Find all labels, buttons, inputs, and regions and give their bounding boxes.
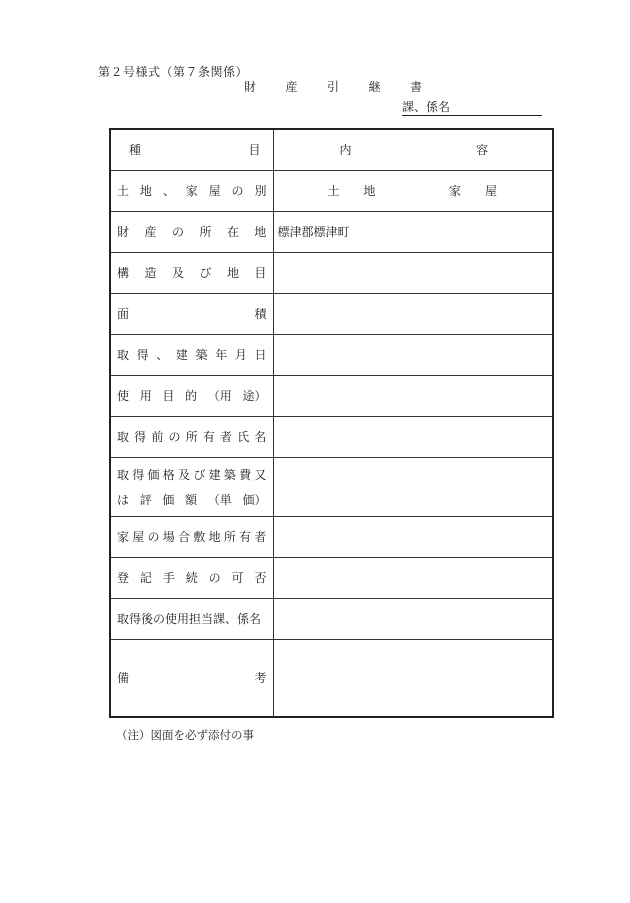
label-char: 者 — [254, 530, 267, 544]
label-char: 的 — [185, 389, 198, 403]
label-char: 氏 — [237, 430, 250, 444]
label-char: 考 — [254, 671, 267, 686]
label-char: 使 — [117, 389, 130, 403]
label-char: 合 — [178, 530, 191, 544]
title-char: 書 — [409, 80, 422, 94]
label-char: 所 — [185, 430, 198, 444]
label-char: 土 — [117, 184, 130, 198]
acquisition-date-value — [273, 334, 553, 375]
table-row — [110, 334, 553, 375]
label-char: の — [231, 184, 244, 198]
label-char: 地 — [226, 266, 239, 280]
row-label — [110, 252, 273, 293]
structure-value — [273, 252, 553, 293]
label-char: 価 — [162, 492, 175, 507]
label-char: 建 — [175, 348, 188, 362]
label-char: 及 — [178, 467, 191, 482]
label-char: 地 — [254, 225, 267, 239]
acquisition-price-value — [273, 457, 553, 516]
label-char: （用 — [207, 389, 232, 403]
label-char: 得 — [132, 467, 145, 482]
row-label — [110, 598, 273, 639]
label-char: 目 — [162, 389, 175, 403]
department-field — [402, 100, 542, 116]
label-char: の — [168, 430, 181, 444]
label-char: 年 — [215, 348, 228, 362]
label-char: 地 — [139, 184, 152, 198]
label-char: 取 — [117, 430, 130, 444]
row-label — [110, 457, 273, 516]
label-char: 登 — [117, 571, 130, 585]
label-char: （単 — [207, 492, 232, 507]
label-char: 費 — [239, 467, 252, 482]
label-char: 家 — [185, 184, 198, 198]
table-row — [110, 639, 553, 717]
remarks-value — [273, 639, 553, 717]
site-owner-value — [273, 516, 553, 557]
table-row — [110, 375, 553, 416]
table-row — [110, 557, 553, 598]
label-char: 、 — [156, 348, 169, 362]
header-item-cell — [110, 129, 273, 170]
label-char: 前 — [151, 430, 164, 444]
label-char: 途） — [242, 389, 267, 403]
label-char: 記 — [139, 571, 152, 585]
label-char: 名 — [254, 430, 267, 444]
table-row — [110, 516, 553, 557]
label-char: 評 — [139, 492, 152, 507]
row-label — [110, 557, 273, 598]
row-label — [110, 416, 273, 457]
label-char: び — [193, 467, 206, 482]
house-option: 家 屋 — [448, 184, 497, 198]
label-char: 手 — [162, 571, 175, 585]
header-char: 目 — [248, 143, 261, 158]
title-char: 引 — [326, 80, 339, 94]
label-char: 可 — [231, 571, 244, 585]
row-label — [110, 211, 273, 252]
label-char: 面 — [117, 307, 130, 321]
row-label — [110, 639, 273, 717]
label-char: 取 — [117, 348, 130, 362]
label-char: 所 — [199, 225, 212, 239]
label-char: 否 — [254, 571, 267, 585]
header-content-cell — [273, 129, 553, 170]
label-char: 格 — [162, 467, 175, 482]
label-char: 有 — [239, 530, 252, 544]
table-header-row — [110, 129, 553, 170]
label-char: は — [117, 492, 130, 507]
label-char: 別 — [254, 184, 267, 198]
label-text: 取得後の使用担当課、係名 — [117, 612, 262, 626]
row-label — [110, 293, 273, 334]
header-char: 種 — [129, 143, 142, 158]
header-char: 容 — [475, 143, 488, 158]
table-row — [110, 170, 553, 211]
label-char: 月 — [234, 348, 247, 362]
table-row — [110, 457, 553, 516]
label-char: 造 — [144, 266, 157, 280]
land-option: 土 地 — [327, 184, 376, 198]
form-number: 第２号様式（第７条関係） — [98, 65, 249, 79]
label-char: 産 — [144, 225, 157, 239]
label-char: の — [147, 530, 160, 544]
label-char: 家 — [117, 530, 130, 544]
registration-value — [273, 557, 553, 598]
label-char: 取 — [117, 467, 130, 482]
previous-owner-value — [273, 416, 553, 457]
label-char: 財 — [117, 225, 130, 239]
label-char: 敷 — [193, 530, 206, 544]
label-char: 地 — [208, 530, 221, 544]
post-acquisition-dept-value — [273, 598, 553, 639]
title-char: 財 — [244, 80, 257, 94]
table-row — [110, 598, 553, 639]
row-label — [110, 516, 273, 557]
area-value — [273, 293, 553, 334]
location-value: 標津郡標津町 — [273, 211, 553, 252]
department-label: 課、係名 — [402, 100, 451, 114]
label-char: 得 — [136, 348, 149, 362]
land-house-options — [273, 170, 553, 211]
row-label — [110, 334, 273, 375]
table-row — [110, 293, 553, 334]
label-char: 屋 — [208, 184, 221, 198]
label-char: 及 — [171, 266, 184, 280]
label-char: 備 — [117, 671, 130, 686]
document-title — [244, 78, 422, 95]
label-char: 場 — [162, 530, 175, 544]
row-label — [110, 375, 273, 416]
table-row — [110, 211, 553, 252]
title-char: 産 — [285, 80, 298, 94]
purpose-value — [273, 375, 553, 416]
label-char: 者 — [220, 430, 233, 444]
label-char: 得 — [134, 430, 147, 444]
label-char: 額 — [185, 492, 198, 507]
row-label — [110, 170, 273, 211]
label-char: 有 — [202, 430, 215, 444]
label-char: び — [199, 266, 212, 280]
header-char: 内 — [339, 143, 352, 158]
label-char: 用 — [139, 389, 152, 403]
label-char: 所 — [223, 530, 236, 544]
label-char: 築 — [223, 467, 236, 482]
label-char: 構 — [117, 266, 130, 280]
table-row — [110, 252, 553, 293]
label-char: 目 — [254, 266, 267, 280]
label-char: 、 — [162, 184, 175, 198]
label-char: の — [208, 571, 221, 585]
title-char: 継 — [368, 80, 381, 94]
label-char: 価 — [147, 467, 160, 482]
label-char: 続 — [185, 571, 198, 585]
label-char: 日 — [254, 348, 267, 362]
label-char: 築 — [195, 348, 208, 362]
label-char: 価） — [242, 492, 267, 507]
label-char: 屋 — [132, 530, 145, 544]
label-char: 在 — [226, 225, 239, 239]
label-char: 積 — [254, 307, 267, 321]
table-row — [110, 416, 553, 457]
footnote: （注）図面を必ず添付の事 — [116, 728, 254, 742]
label-char: 建 — [208, 467, 221, 482]
label-char: 又 — [254, 467, 267, 482]
label-char: の — [171, 225, 184, 239]
asset-transfer-table — [109, 128, 554, 718]
